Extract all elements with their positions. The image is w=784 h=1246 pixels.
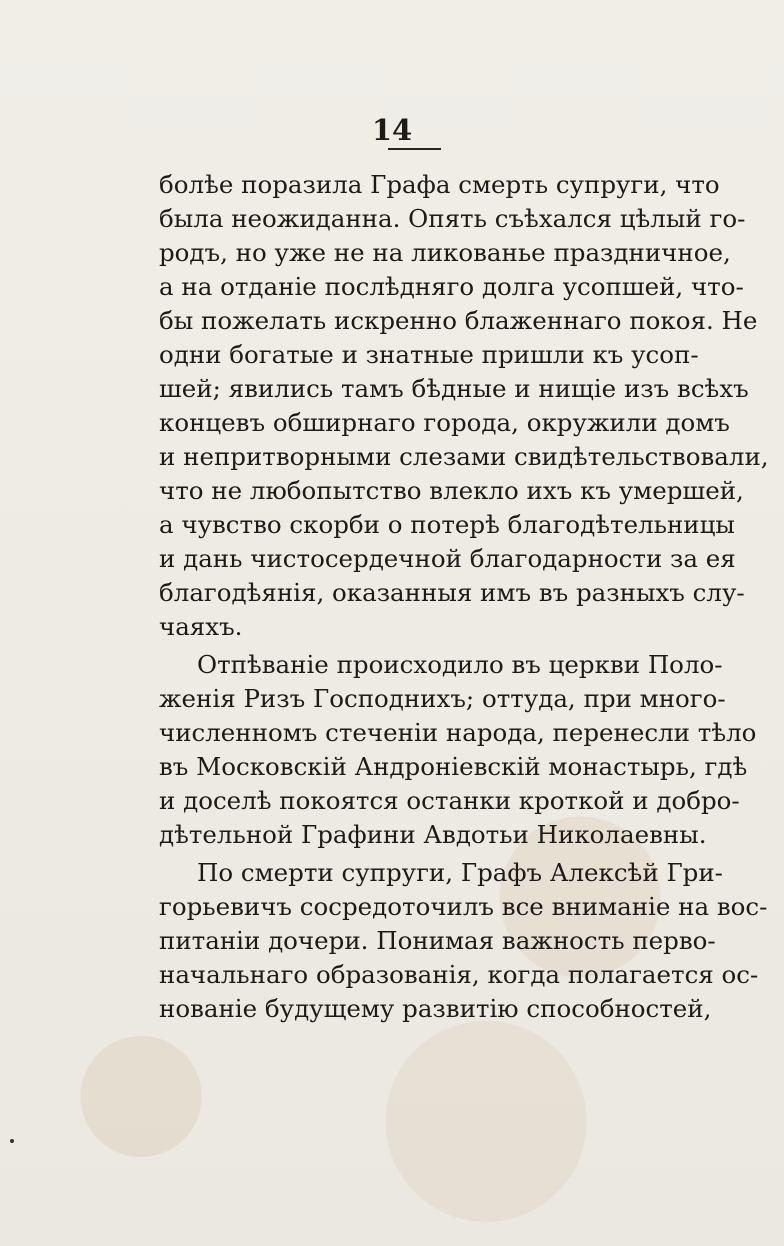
page-number-underline	[388, 148, 441, 150]
text-line: концевъ обширнаго города, окружили домъ	[159, 408, 730, 437]
text-line: а на отданіе послѣдняго долга усопшей, что-	[159, 272, 744, 301]
text-line: была неожиданна. Опять съѣхался цѣлый го-	[159, 204, 746, 233]
text-line: шей; явились тамъ бѣдные и нищіе изъ всѣхъ	[159, 374, 749, 403]
page-number: 14	[371, 113, 413, 147]
text-line: благодѣянія, оказанныя имъ въ разныхъ слу-	[159, 578, 745, 607]
text-line: женія Ризъ Господнихъ; оттуда, при много-	[159, 684, 726, 713]
text-line: родъ, но уже не на ликованье праздничное,	[159, 238, 731, 267]
text-line: бы пожелать искренно блаженнаго покоя. Не	[159, 306, 758, 335]
ink-speck	[10, 1139, 14, 1143]
text-line: начальнаго образованія, когда полагается ос-	[159, 960, 759, 989]
text-line: и непритворными слезами свидѣтельствовали,	[159, 442, 769, 471]
text-line: Отпѣваніе происходило въ церкви Поло-	[197, 650, 723, 679]
text-line: и дань чистосердечной благодарности за ея	[159, 544, 736, 573]
text-line: болѣе поразила Графа смерть супруги, что	[159, 170, 720, 199]
text-line: что не любопытство влекло ихъ къ умершей,	[159, 476, 744, 505]
text-line: въ Московскій Андроніевскій монастырь, гдѣ	[159, 752, 748, 781]
text-line: а чувство скорби о потерѣ благодѣтельницы	[159, 510, 735, 539]
text-line: и доселѣ покоятся останки кроткой и добро-	[159, 786, 740, 815]
paragraph-1	[159, 168, 769, 644]
body-text	[159, 168, 769, 1026]
text-line: питаніи дочери. Понимая важность перво-	[159, 926, 716, 955]
paragraph-3	[159, 856, 768, 1026]
paragraph-2	[159, 648, 757, 852]
text-line: горьевичъ сосредоточилъ все вниманіе на вос-	[159, 892, 768, 921]
text-line: нованіе будущему развитію способностей,	[159, 994, 712, 1023]
text-line: По смерти супруги, Графъ Алексѣй Гри-	[197, 858, 723, 887]
text-line: численномъ стеченіи народа, перенесли тѣло	[159, 718, 757, 747]
text-line: дѣтельной Графини Авдотьи Николаевны.	[159, 820, 707, 849]
text-line: одни богатые и знатные пришли къ усоп-	[159, 340, 699, 369]
text-line: чаяхъ.	[159, 612, 243, 641]
